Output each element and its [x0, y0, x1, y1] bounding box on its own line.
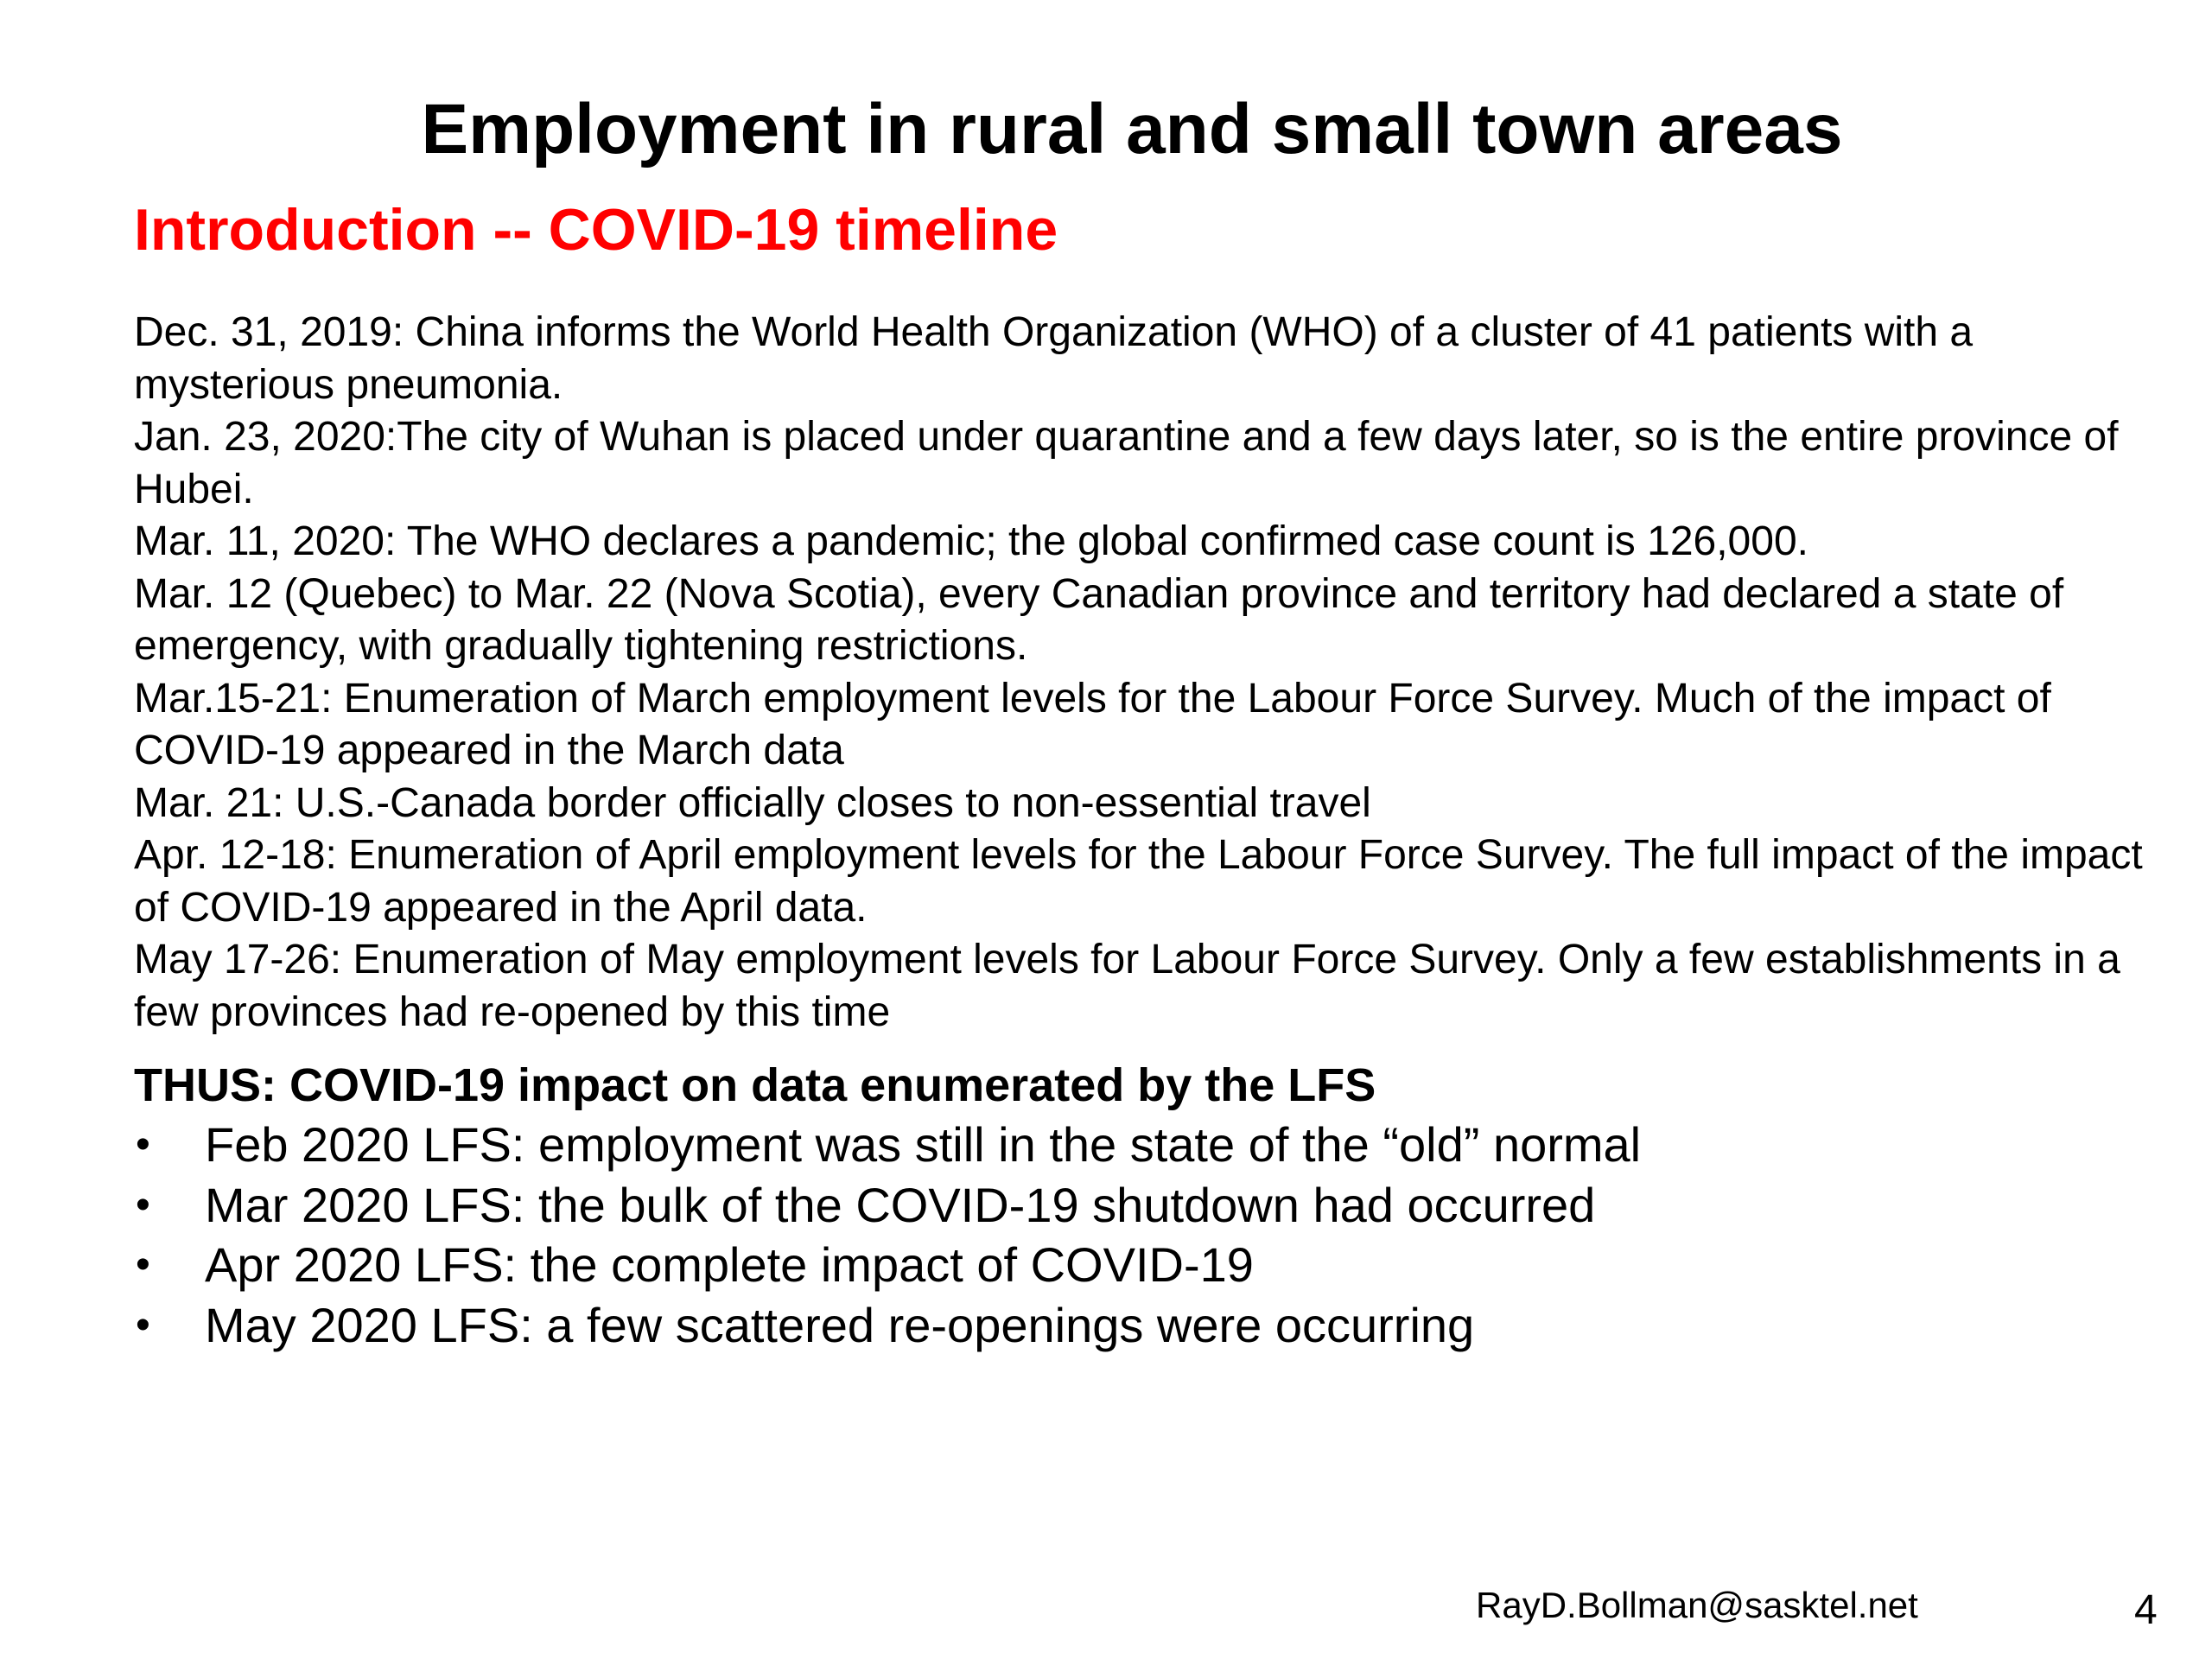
- slide-title: Employment in rural and small town areas: [421, 90, 1843, 168]
- bullet-icon: •: [136, 1301, 150, 1348]
- list-item-text: Apr 2020 LFS: the complete impact of COVID-19: [205, 1237, 1254, 1292]
- timeline-entry: May 17-26: Enumeration of May employment levels for Labour Force Survey. Only a few establishments in a few provinces had re-opened by this time: [134, 937, 2120, 1035]
- list-item-text: Feb 2020 LFS: employment was still in the state of the “old” normal: [205, 1117, 1642, 1172]
- page-number: 4: [2134, 1587, 2158, 1633]
- lfs-impact-list: [134, 1115, 2121, 1355]
- list-item: [134, 1295, 2121, 1356]
- list-item-text: May 2020 LFS: a few scattered re-openings were occurring: [205, 1297, 1475, 1352]
- timeline-entry: Mar. 21: U.S.-Canada border officially closes to non-essential travel: [134, 779, 1371, 826]
- timeline-entry: Mar. 11, 2020: The WHO declares a pandemic; the global confirmed case count is 126,000.: [134, 518, 1808, 564]
- bullet-icon: •: [136, 1181, 150, 1228]
- bullet-icon: •: [136, 1122, 150, 1167]
- timeline-entry: Mar. 12 (Quebec) to Mar. 22 (Nova Scotia), every Canadian province and territory had declared a state of emergency, with gradually tightening restrictions.: [134, 570, 2064, 669]
- timeline-entry: Dec. 31, 2019: China informs the World Health Organization (WHO) of a cluster of 41 patients with a mysterious pneumonia.: [134, 309, 1974, 408]
- thus-heading: THUS: COVID-19 impact on data enumerated by the LFS: [134, 1059, 1376, 1111]
- timeline-entry: Mar.15-21: Enumeration of March employment levels for the Labour Force Survey. Much of the impact of COVID-19 appeared in the March data: [134, 675, 2051, 773]
- bullet-icon: •: [136, 1242, 150, 1287]
- section-subtitle: Introduction -- COVID-19 timeline: [134, 197, 1058, 263]
- timeline-list: [134, 307, 2173, 1039]
- timeline-entry: Apr. 12-18: Enumeration of April employment levels for the Labour Force Survey. The full impact of the impact of COVID-19 appeared in the April data.: [134, 832, 2143, 931]
- list-item-text: Mar 2020 LFS: the bulk of the COVID-19 shutdown had occurred: [205, 1177, 1596, 1232]
- list-item: [134, 1115, 2121, 1175]
- list-item: [134, 1175, 2121, 1236]
- timeline-entry: Jan. 23, 2020:The city of Wuhan is placed under quarantine and a few days later, so is the entire province of Hubei.: [134, 414, 2119, 512]
- footer-email: RayD.Bollman@sasktel.net: [1476, 1585, 1918, 1625]
- list-item: [134, 1235, 2121, 1295]
